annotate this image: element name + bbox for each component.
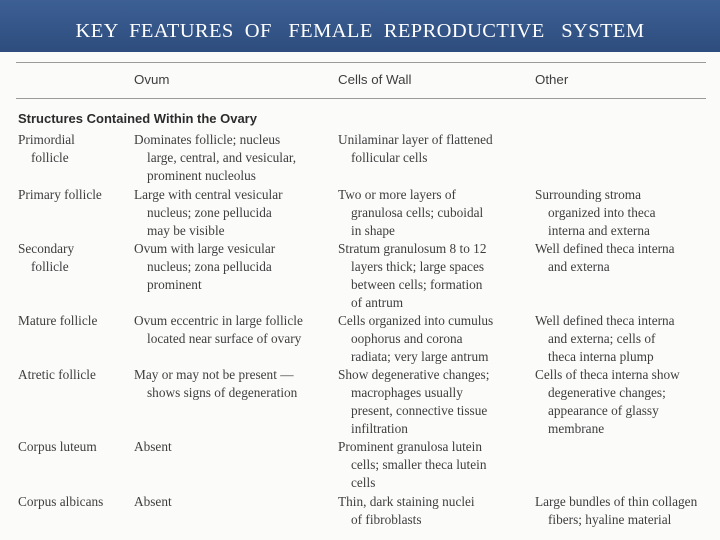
column-header-cells-of-wall: Cells of Wall [338, 72, 412, 87]
table-top-rule [16, 62, 706, 63]
cell-line: layers thick; large spaces [351, 259, 485, 274]
cell-line: cells; smaller theca lutein [351, 457, 487, 472]
cell-line: macrophages usually [351, 385, 463, 400]
cell-line: located near surface of ovary [147, 331, 302, 346]
cell-line: present, connective tissue [351, 403, 488, 418]
ovum-cell [134, 438, 172, 456]
cell-line: Stratum granulosum 8 to 12 [338, 241, 487, 256]
cell-line: degenerative changes; [548, 385, 666, 400]
cell-line: Corpus albicans [18, 494, 104, 509]
cells-of-wall-cell [338, 312, 493, 366]
cell-line: Show degenerative changes; [338, 367, 490, 382]
cell-line: shows signs of degeneration [147, 385, 298, 400]
cell-line: follicular cells [351, 150, 428, 165]
cell-line: nucleus; zone pellucida [147, 205, 272, 220]
cells-of-wall-cell [338, 366, 489, 438]
other-cell [535, 366, 680, 438]
cell-line: infiltration [351, 421, 408, 436]
cell-line: Corpus luteum [18, 439, 97, 454]
cell-line: Absent [134, 494, 172, 509]
cell-line: theca interna plump [548, 349, 654, 364]
cell-line: follicle [31, 150, 69, 165]
ovum-cell [134, 240, 275, 294]
cell-line: membrane [548, 421, 605, 436]
ovum-cell [134, 131, 296, 185]
cell-line: interna and externa [548, 223, 650, 238]
cell-line: Primary follicle [18, 187, 102, 202]
column-header-other: Other [535, 72, 569, 87]
cell-line: Absent [134, 439, 172, 454]
cell-line: Ovum eccentric in large follicle [134, 313, 303, 328]
cell-line: Secondary [18, 241, 75, 256]
cell-line: Surrounding stroma [535, 187, 641, 202]
cell-line: cells [351, 475, 376, 490]
cells-of-wall-cell [338, 186, 483, 240]
cell-line: in shape [351, 223, 395, 238]
cell-line: granulosa cells; cuboidal [351, 205, 484, 220]
ovum-cell [134, 366, 297, 402]
cell-line: Two or more layers of [338, 187, 456, 202]
cell-line: Well defined theca interna [535, 313, 675, 328]
cell-line: may be visible [147, 223, 225, 238]
cells-of-wall-cell [338, 438, 487, 492]
ovum-cell [134, 186, 283, 240]
cell-line: prominent nucleolus [147, 168, 256, 183]
cell-line: Primordial [18, 132, 75, 147]
cell-line: of fibroblasts [351, 512, 422, 527]
cells-of-wall-cell [338, 493, 475, 529]
structure-cell [18, 240, 74, 276]
cell-line: Large with central vesicular [134, 187, 283, 202]
cells-of-wall-cell [338, 240, 486, 312]
structure-cell [18, 312, 97, 330]
cell-line: radiata; very large antrum [351, 349, 489, 364]
cell-line: Cells of theca interna show [535, 367, 680, 382]
cell-line: prominent [147, 277, 202, 292]
cell-line: large, central, and vesicular, [147, 150, 297, 165]
other-cell [535, 493, 697, 529]
cell-line: Dominates follicle; nucleus [134, 132, 281, 147]
cell-line: Atretic follicle [18, 367, 96, 382]
cell-line: between cells; formation [351, 277, 483, 292]
cell-line: Well defined theca interna [535, 241, 675, 256]
cell-line: of antrum [351, 295, 404, 310]
cell-line: Unilaminar layer of flattened [338, 132, 493, 147]
structure-cell [18, 493, 103, 511]
ovum-cell [134, 493, 172, 511]
cell-line: appearance of glassy [548, 403, 659, 418]
column-header-ovum: Ovum [134, 72, 170, 87]
structure-cell [18, 366, 96, 384]
structure-cell [18, 438, 97, 456]
cell-line: Cells organized into cumulus [338, 313, 494, 328]
cell-line: fibers; hyaline material [548, 512, 672, 527]
slide-title: KEY FEATURES OF FEMALE REPRODUCTIVE SYSTEM [75, 20, 645, 42]
cell-line: Large bundles of thin collagen [535, 494, 698, 509]
cell-line: and externa; cells of [548, 331, 656, 346]
cell-line: Ovum with large vesicular [134, 241, 276, 256]
title-bar [0, 0, 720, 53]
cell-line: nucleus; zona pellucida [147, 259, 272, 274]
other-cell [535, 186, 656, 240]
cell-line: organized into theca [548, 205, 656, 220]
cell-line: May or may not be present — [134, 367, 294, 382]
structure-cell [18, 186, 102, 204]
cell-line: Mature follicle [18, 313, 98, 328]
cell-line: Prominent granulosa lutein [338, 439, 483, 454]
ovum-cell [134, 312, 303, 348]
header-bottom-rule [16, 98, 706, 99]
cell-line: follicle [31, 259, 69, 274]
cells-of-wall-cell [338, 131, 493, 167]
cell-line: Thin, dark staining nuclei [338, 494, 475, 509]
cell-line: and externa [548, 259, 610, 274]
cell-line: oophorus and corona [351, 331, 463, 346]
other-cell [535, 312, 675, 366]
structure-cell [18, 131, 75, 167]
section-heading: Structures Contained Within the Ovary [18, 111, 257, 126]
other-cell [535, 240, 675, 276]
